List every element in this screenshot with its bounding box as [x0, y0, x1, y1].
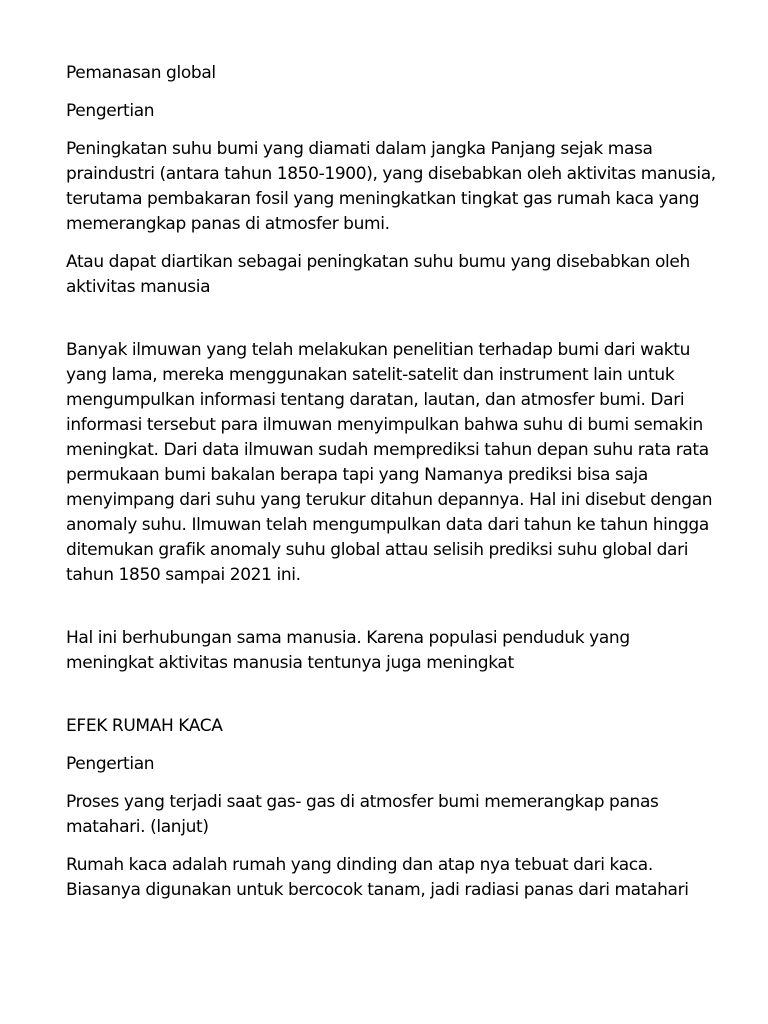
paragraph-human-relation: Hal ini berhubungan sama manusia. Karena populasi penduduk yang meningkat aktivitas manusia tentunya juga meningkat: [66, 628, 630, 673]
paragraph-greenhouse-explanation: Rumah kaca adalah rumah yang dinding dan atap nya tebuat dari kaca. Biasanya digunakan untuk bercocok tanam, jadi radiasi panas dari matahari: [66, 855, 689, 900]
blank-line: [66, 601, 716, 626]
section-title-efek-rumah-kaca: EFEK RUMAH KACA: [66, 716, 223, 736]
blank-line: [66, 689, 716, 714]
blank-line: [66, 313, 716, 338]
document-title: Pemanasan global: [66, 63, 216, 83]
paragraph-definition: Peningkatan suhu bumi yang diamati dalam jangka Panjang sejak masa praindustri (antara tahun 1850-1900), yang disebabkan oleh aktivitas manusia, terutama pembakaran fosil yang meningkatkan tingkat gas rumah kaca yang memerangkap panas di atmosfer bumi.: [66, 139, 716, 234]
document-page: [66, 61, 716, 916]
section-heading-pengertian: Pengertian: [66, 101, 155, 121]
paragraph-alternative-definition: Atau dapat diartikan sebagai peningkatan suhu bumu yang disebabkan oleh aktivitas manusia: [66, 252, 690, 297]
paragraph-research: Banyak ilmuwan yang telah melakukan penelitian terhadap bumi dari waktu yang lama, mereka menggunakan satelit-satelit dan instrument lain untuk mengumpulkan informasi tentang daratan, lautan, dan atmosfer bumi. Dari informasi tersebut para ilmuwan menyimpulkan bahwa suhu di bumi semakin meningkat. Dari data ilmuwan sudah memprediksi tahun depan suhu rata rata permukaan bumi bakalan berapa tapi yang Namanya prediksi bisa saja menyimpang dari suhu yang terukur ditahun depannya. Hal ini disebut dengan anomaly suhu. Ilmuwan telah mengumpulkan data dari tahun ke tahun hingga ditemukan grafik anomaly suhu global attau selisih prediksi suhu global dari tahun 1850 sampai 2021 ini.: [66, 340, 713, 585]
section-heading-pengertian-2: Pengertian: [66, 754, 155, 774]
paragraph-greenhouse-definition: Proses yang terjadi saat gas- gas di atmosfer bumi memerangkap panas matahari. (lanjut): [66, 792, 659, 837]
